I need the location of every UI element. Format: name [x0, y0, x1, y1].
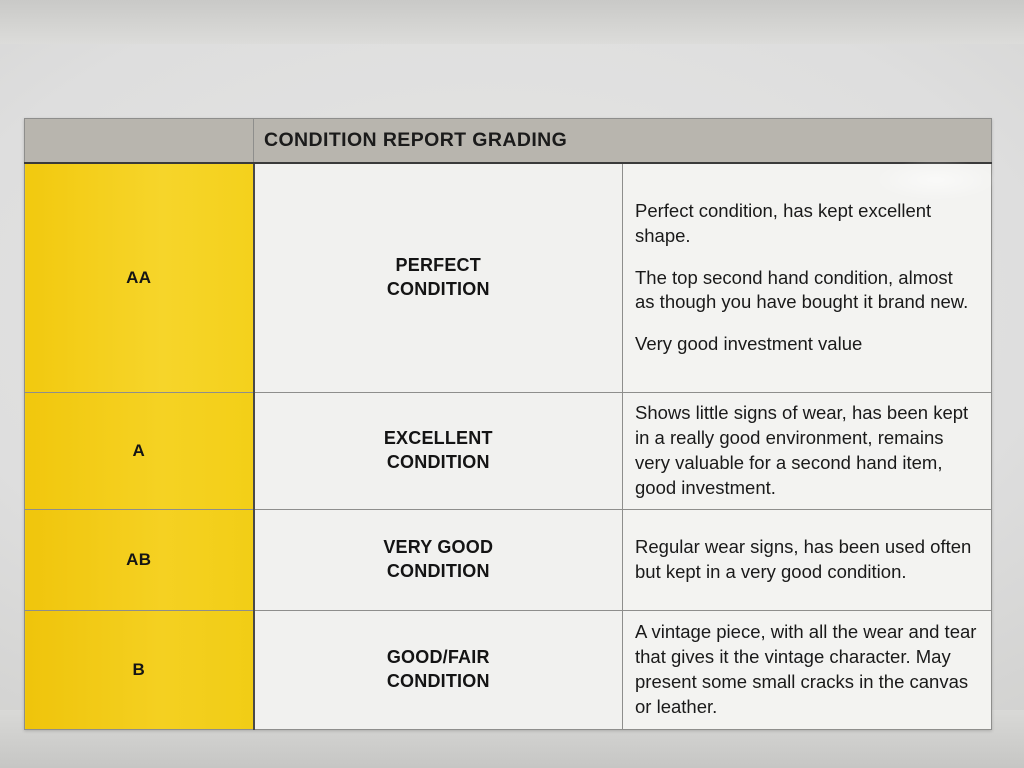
- condition-name-line1: VERY GOOD: [383, 537, 494, 558]
- condition-name-line1: PERFECT: [395, 255, 481, 276]
- description-paragraph: Shows little signs of wear, has been kept in a really good environment, remains very valuable for a second hand item, good investment.: [635, 402, 969, 498]
- description-paragraph: Very good investment value: [635, 333, 863, 355]
- table-row: [25, 509, 992, 610]
- table-row: [25, 610, 992, 729]
- table-row: [25, 393, 992, 510]
- description-ab: [623, 509, 992, 610]
- table-title: CONDITION REPORT GRADING: [254, 119, 992, 164]
- grade-code-aa: AA: [25, 163, 254, 393]
- condition-name-line2: CONDITION: [386, 451, 490, 472]
- description-a: [623, 393, 992, 510]
- header-blank-cell: [25, 119, 254, 164]
- table-row: [25, 163, 992, 393]
- condition-name-line1: GOOD/FAIR: [386, 647, 490, 668]
- grade-code-b: B: [25, 610, 254, 729]
- description-paragraph: A vintage piece, with all the wear and tear that gives it the vintage character. May present some small cracks in the canvas or leather.: [635, 620, 977, 717]
- condition-name-aa: [254, 163, 623, 393]
- condition-name-line2: CONDITION: [386, 279, 490, 299]
- description-paragraph: Regular wear signs, has been used often but kept in a very good condition.: [635, 535, 972, 582]
- condition-name-b: [254, 610, 623, 729]
- condition-name-a: [254, 393, 623, 510]
- description-b: [623, 610, 992, 729]
- grade-code-ab: AB: [25, 509, 254, 610]
- grade-code-a: A: [25, 393, 254, 510]
- grading-table: [24, 118, 992, 730]
- condition-report-grading-table: [24, 118, 992, 730]
- paper-top-shading: [0, 0, 1024, 44]
- condition-name-ab: [254, 509, 623, 610]
- table-header-row: [25, 119, 992, 164]
- description-paragraph: Perfect condition, has kept excellent shape.: [635, 199, 932, 246]
- condition-name-line1: EXCELLENT: [383, 428, 493, 449]
- condition-name-line2: CONDITION: [386, 670, 490, 691]
- description-paragraph: The top second hand condition, almost as though you have bought it brand new.: [635, 266, 969, 313]
- description-aa: [623, 163, 992, 393]
- condition-name-line2: CONDITION: [386, 560, 490, 581]
